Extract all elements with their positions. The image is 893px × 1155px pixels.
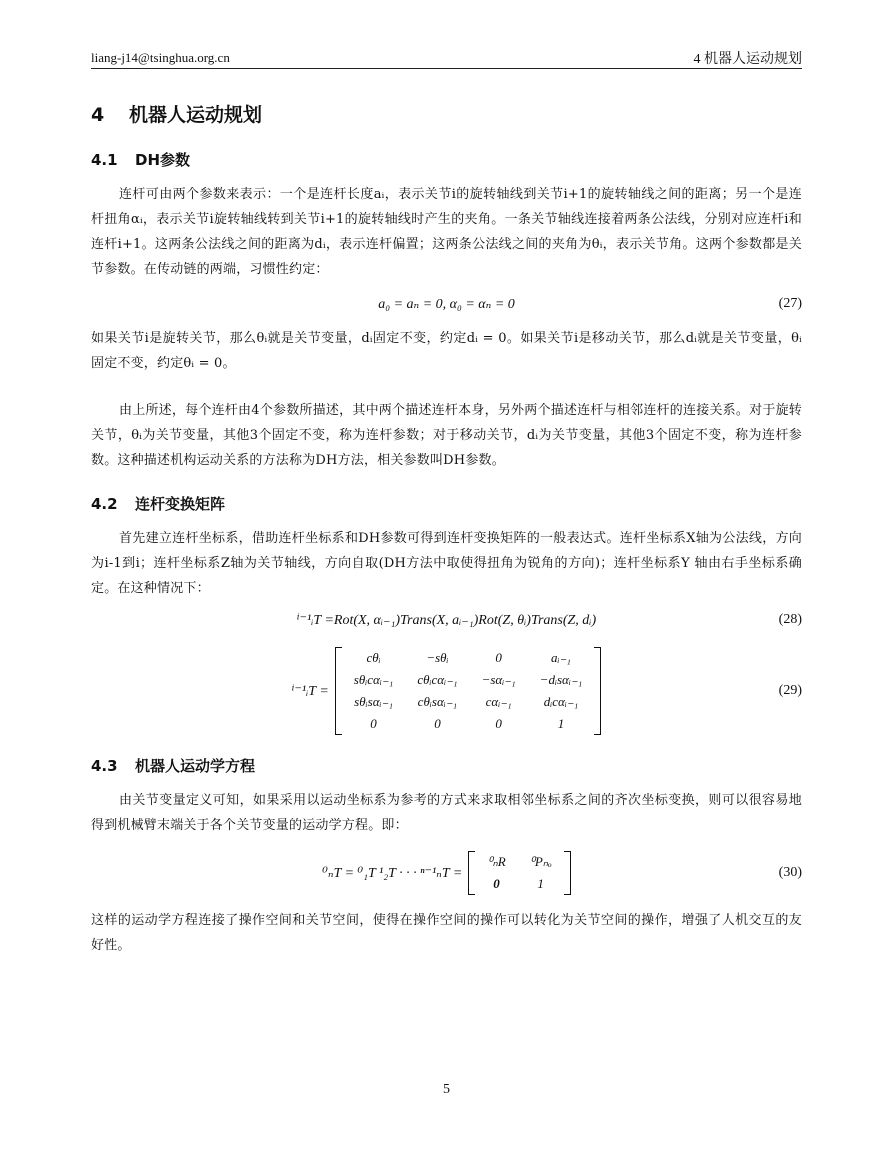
matrix-cell: aᵢ₋₁ <box>551 650 571 665</box>
equation-29 <box>91 639 802 743</box>
equation-number: (29) <box>778 683 802 698</box>
paragraph: 首先建立连杆坐标系，借助连杆坐标系和DH参数可得到连杆变换矩阵的一般表达式。连杆坐标系X轴为公法线，方向为i-1到i；连杆坐标系Z轴为关节轴线，方向自取(DH方法中取使得扭角为锐角的方向)；连杆坐标系Y 轴由右手坐标系确定。在这种情况下： <box>91 531 802 596</box>
matrix-row <box>342 647 595 669</box>
matrix-row <box>342 691 595 713</box>
matrix-cell: 0 <box>434 716 441 731</box>
paragraph: 如果关节i是旋转关节，那么θᵢ就是关节变量，dᵢ固定不变，约定dᵢ = 0。如果关节i是移动关节，那么dᵢ就是关节变量，θᵢ固定不变，约定θᵢ = 0。 <box>91 331 802 371</box>
section-number: 4 <box>91 104 105 126</box>
subsection-number: 4.2 <box>91 495 118 513</box>
equation-number: (30) <box>778 865 802 880</box>
matrix-cell: 0 <box>493 876 500 891</box>
section-title: 机器人运动规划 <box>129 104 263 126</box>
matrix-row <box>475 851 563 873</box>
left-bracket <box>335 647 342 735</box>
matrix-cell: cθᵢ <box>366 650 381 665</box>
matrix-cell: −dᵢsαᵢ₋₁ <box>539 672 583 687</box>
matrix-cell: cθᵢcαᵢ₋₁ <box>417 672 458 687</box>
subsection-number: 4.3 <box>91 757 118 775</box>
subsection-title: 连杆变换矩阵 <box>135 495 226 513</box>
matrix-cell: 0 <box>370 716 377 731</box>
subsection-title: DH参数 <box>135 151 191 169</box>
section-heading <box>91 100 802 127</box>
equation-28 <box>91 605 802 635</box>
subsection-heading-4-2 <box>91 493 802 514</box>
matrix-cell: −sθᵢ <box>426 650 449 665</box>
header-email: liang-j14@tsinghua.org.cn <box>91 50 230 65</box>
page-number: 5 <box>443 1082 450 1097</box>
matrix-cell: 0 <box>495 650 502 665</box>
matrix-row <box>475 873 563 895</box>
left-bracket <box>468 851 475 895</box>
equation-rhs: Rot(X, αᵢ₋₁)Trans(X, aᵢ₋₁)Rot(Z, θᵢ)Trans(Z, dᵢ) <box>333 612 597 628</box>
matrix-cell: 0 <box>495 716 502 731</box>
matrix-cell: ⁰Pₙₒ <box>529 854 552 869</box>
page-content <box>91 100 802 958</box>
dh-matrix <box>335 647 602 735</box>
matrix-cell: cθᵢsαᵢ₋₁ <box>417 694 458 709</box>
equation-lhs: ⁰ₙT = ⁰₁T ¹₂T · · · ⁿ⁻¹ₙT = <box>322 865 463 881</box>
matrix-table <box>475 851 563 895</box>
matrix-row <box>342 669 595 691</box>
right-bracket <box>564 851 571 895</box>
matrix-cell: sθᵢcαᵢ₋₁ <box>353 672 394 687</box>
subsection-title: 机器人运动学方程 <box>135 757 256 775</box>
paragraph: 连杆可由两个参数来表示：一个是连杆长度aᵢ，表示关节i的旋转轴线到关节i+1的旋转轴线之间的距离；另一个是连杆扭角αᵢ，表示关节i旋转轴线转到关节i+1的旋转轴线时产生的夹角。一条关节轴线连接着两条公法线，分别对应连杆i和连杆i+1。这两条公法线之间的距离为dᵢ，表示连杆偏置；这两条公法线之间的夹角为θᵢ，表示关节角。这两个参数都是关节参数。在传动链的两端，习惯性约定： <box>91 187 802 277</box>
matrix-cell: 1 <box>557 716 565 731</box>
matrix-cell: −sαᵢ₋₁ <box>481 672 516 687</box>
equation-30 <box>91 842 802 904</box>
matrix-cell: 1 <box>537 876 544 891</box>
section-gap <box>91 473 802 493</box>
equation-27 <box>91 286 802 322</box>
homogeneous-matrix <box>468 851 570 895</box>
matrix-cell: ⁰ₙR <box>487 854 506 869</box>
equation-body: a₀ = aₙ = 0, α₀ = αₙ = 0 <box>378 296 515 312</box>
paragraph-gap <box>91 376 802 398</box>
paragraph: 由上所述，每个连杆由4个参数所描述，其中两个描述连杆本身，另外两个描述连杆与相邻连杆的连接关系。对于旋转关节，θᵢ为关节变量，其他3个固定不变，称为连杆参数；对于移动关节，dᵢ为关节变量，其他3个固定不变，称为连杆参数。这种描述机构运动关系的方法称为DH方法，相关参数叫DH参数。 <box>91 403 802 468</box>
matrix-cell: dᵢcαᵢ₋₁ <box>543 694 579 709</box>
matrix-row <box>342 713 595 735</box>
running-header <box>91 48 802 69</box>
matrix-cell: cαᵢ₋₁ <box>485 694 512 709</box>
equation-number: (27) <box>778 296 802 311</box>
subsection-heading-4-1 <box>91 149 802 170</box>
header-section: 4 机器人运动规划 <box>693 52 802 67</box>
matrix-table <box>342 647 595 735</box>
subsection-heading-4-3 <box>91 755 802 776</box>
equation-lhs: ⁱ⁻¹ᵢT = <box>296 612 334 628</box>
section-gap <box>91 747 802 755</box>
equation-lhs: ⁱ⁻¹ᵢT = <box>291 683 329 699</box>
equation-number: (28) <box>778 612 802 627</box>
subsection-number: 4.1 <box>91 151 118 169</box>
right-bracket <box>594 647 601 735</box>
paragraph: 由关节变量定义可知，如果采用以运动坐标系为参考的方式来求取相邻坐标系之间的齐次坐标变换，则可以很容易地得到机械臂末端关于各个关节变量的运动学方程。即： <box>91 793 802 833</box>
paragraph: 这样的运动学方程连接了操作空间和关节空间，使得在操作空间的操作可以转化为关节空间的操作，增强了人机交互的友好性。 <box>91 913 802 953</box>
matrix-cell: sθᵢsαᵢ₋₁ <box>354 694 393 709</box>
